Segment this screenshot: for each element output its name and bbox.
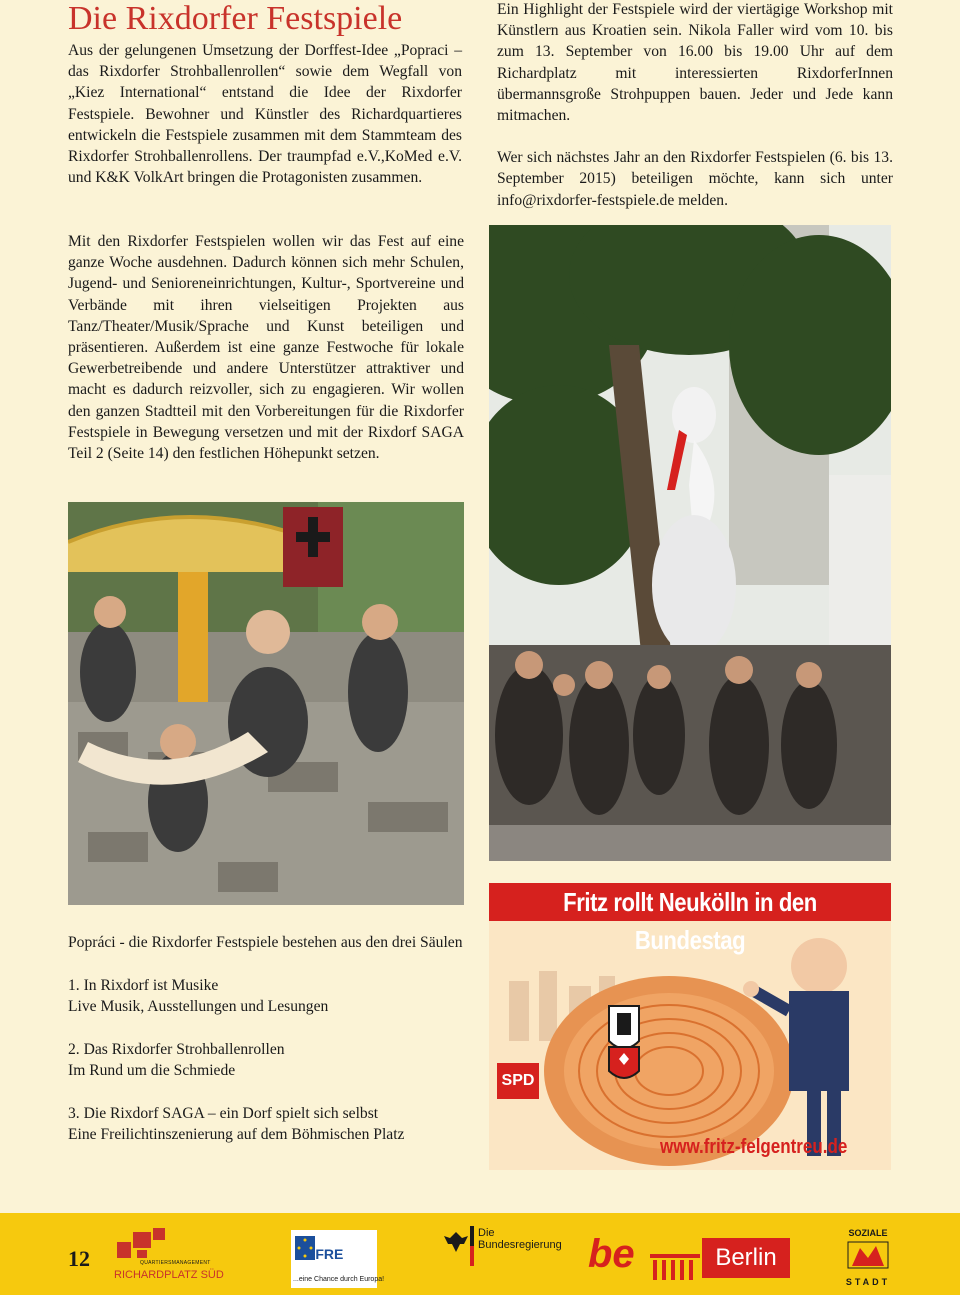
spd-logo: SPD (497, 1063, 539, 1099)
efre-slogan: ...eine Chance durch Europa! (293, 1276, 385, 1283)
pillar-3-title: 3. Die Rixdorf SAGA – ein Dorf spielt sich selbst (68, 1104, 379, 1122)
efre-text: EFRE (306, 1246, 344, 1262)
pillar-2-title: 2. Das Rixdorfer Strohballenrollen (68, 1040, 285, 1058)
richardplatz-logo-icon (115, 1228, 175, 1260)
soziale-text: SOZIALE (848, 1228, 888, 1238)
body-text: Mit den Rixdorfer Festspielen wollen wir das Fest auf eine ganze Woche ausdehnen. Dadurch können sich mehr Schulen, Jugend- und Senioreneinrichtungen, Kultur-, Sportvereine und Verbände mit ihren vielseitigen Projekten aus Tanz/Theater/Musik/Sprache und Kunst beteiligen und präsentieren. Außerdem ist eine ganze Festwoche für lokale Gewerbetreibende und andere Unterstützer attraktiver und macht es dadurch reizvoller, sich zu engagieren. Wir wollen den ganzen Stadtteil mit den Vorbereitungen für die Rixdorfer Festspiele in Bewegung versetzen und mit der Rixdorf SAGA Teil 2 (Seite 14) den festlichen Höhepunkt setzen. (68, 233, 464, 463)
german-flag-stripe (470, 1226, 474, 1286)
workshop-text: Ein Highlight der Festspiele wird der viertägige Workshop mit Künstlern aus Kroatien sein. Nikola Faller wird vom 10. bis zum 13. September von 16.00 bis 19.00 Uhr auf dem Richardplatz mit interessierten RixdorferInnen übermannsgroße Strohpuppen bauen. Jeder und Jede kann mitmachen. (497, 1, 893, 125)
pillar-3-desc: Eine Freilichtinszenierung auf dem Böhmischen Platz (68, 1126, 405, 1143)
participate-text: Wer sich nächstes Jahr an den Rixdorfer Festspielen (6. bis 13. September 2015) beteiligen möchte, kann sich unter info@rixdorfer-festspiele.de melden. (497, 149, 893, 209)
be-logo: be (588, 1232, 635, 1276)
soziale-stadt-logo (842, 1228, 894, 1288)
richardplatz-title: RICHARDPLATZ SÜD (114, 1269, 224, 1281)
intro-text: Aus der gelungenen Umsetzung der Dorffest-Idee „Popraci – das Rixdorfer Strohballenrollen“ sowie dem Wegfall von „Kiez International“ entstand die Idee der Rixdorfer Festspiele. Bewohner und Künstler des Richardquartieres entwickeln die Festspiele zusammen mit dem Stammteam des Rixdorfer Strohballenrollens. Der traumpfad e.V.,KoMed e.V. und K&K VolkArt bringen die Protagonisten zusammen. (68, 42, 462, 187)
body-paragraph (68, 231, 464, 464)
page-number: 12 (68, 1246, 90, 1271)
children-photo-illustration (68, 502, 464, 905)
federal-eagle-icon (442, 1230, 470, 1254)
intro-paragraph (68, 40, 462, 188)
pillar-1-desc: Live Musik, Ausstellungen und Lesungen (68, 998, 329, 1015)
pillar-2-desc: Im Rund um die Schmiede (68, 1062, 236, 1079)
soziale-stadt-icon (842, 1238, 894, 1272)
stadt-text: STADT (845, 1277, 891, 1287)
bund-eagle-icon (442, 1230, 470, 1254)
brandenburg-gate-shape (650, 1252, 700, 1282)
brandenburg-gate-icon (650, 1252, 700, 1282)
richardplatz-subtitle: QUARTIERSMANAGEMENT (140, 1260, 211, 1266)
ad-url[interactable]: www.fritz-felgentreu.de (660, 1136, 848, 1158)
photo-children-playing (68, 502, 464, 905)
berlin-logo: Berlin (702, 1238, 790, 1278)
page-title: Die Rixdorfer Festspiele (68, 0, 403, 37)
stork-photo-illustration (489, 225, 891, 861)
three-pillars-section (68, 932, 468, 1146)
bund-line-2: Bundesregierung (478, 1239, 562, 1251)
ad-headline: Fritz rollt Neukölln in den Bundestag (563, 887, 817, 955)
photo-stork-puppet (489, 225, 891, 861)
right-column (497, 0, 893, 211)
pillars-heading: Popráci - die Rixdorfer Festspiele bestehen aus den drei Säulen (68, 934, 463, 951)
bund-line-1: Die (478, 1227, 495, 1239)
bundesregierung-text (478, 1227, 562, 1251)
pillar-1-title: 1. In Rixdorf ist Musike (68, 976, 219, 994)
